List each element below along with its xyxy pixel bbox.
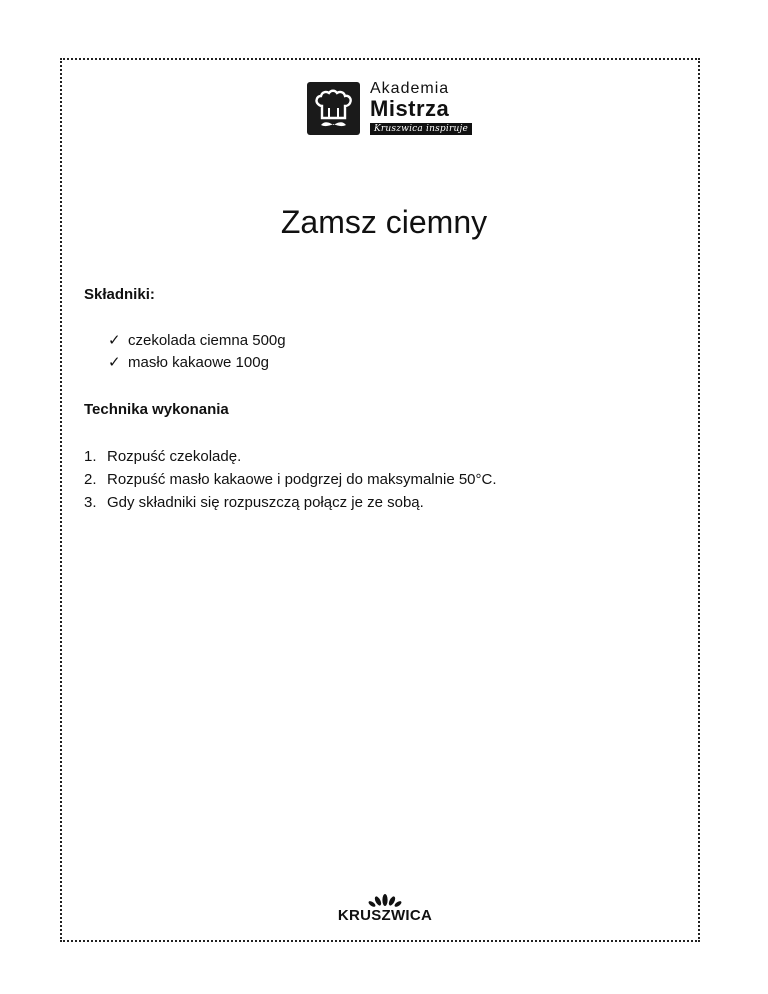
step-text: Rozpuść czekoladę. [107,448,242,465]
logo-line-mistrza: Mistrza [370,96,450,121]
step-number: 2. [84,471,97,488]
ingredient-item [108,330,286,352]
sunflower-petals-icon [366,888,404,908]
logo-tagline: Kruszwica inspiruje [370,123,472,135]
chef-hat-icon [307,82,360,135]
step-item [84,491,497,514]
recipe-title: Zamsz ciemny [280,204,488,240]
checkmark-icon: ✓ [108,332,121,349]
ingredients-heading: Składniki: [84,286,155,303]
step-item [84,468,497,491]
ingredient-text: czekolada ciemna 500g [128,332,286,349]
kruszwica-logo [330,888,440,928]
ingredient-text: masło kakaowe 100g [128,354,269,371]
step-number: 1. [84,448,97,465]
technique-heading: Technika wykonania [84,401,229,418]
step-item [84,445,497,468]
step-number: 3. [84,494,97,511]
technique-steps-list [84,445,497,514]
kruszwica-wordmark: KRUSZWICA [337,907,433,924]
ingredients-list [108,330,286,374]
akademia-mistrza-logo [307,80,468,140]
ingredient-item [108,352,286,374]
logo-line-akademia: Akademia [370,80,450,97]
checkmark-icon: ✓ [108,354,121,371]
step-text: Rozpuść masło kakaowe i podgrzej do maksymalnie 50°C. [107,471,497,488]
step-text: Gdy składniki się rozpuszczą połącz je ze sobą. [107,494,424,511]
